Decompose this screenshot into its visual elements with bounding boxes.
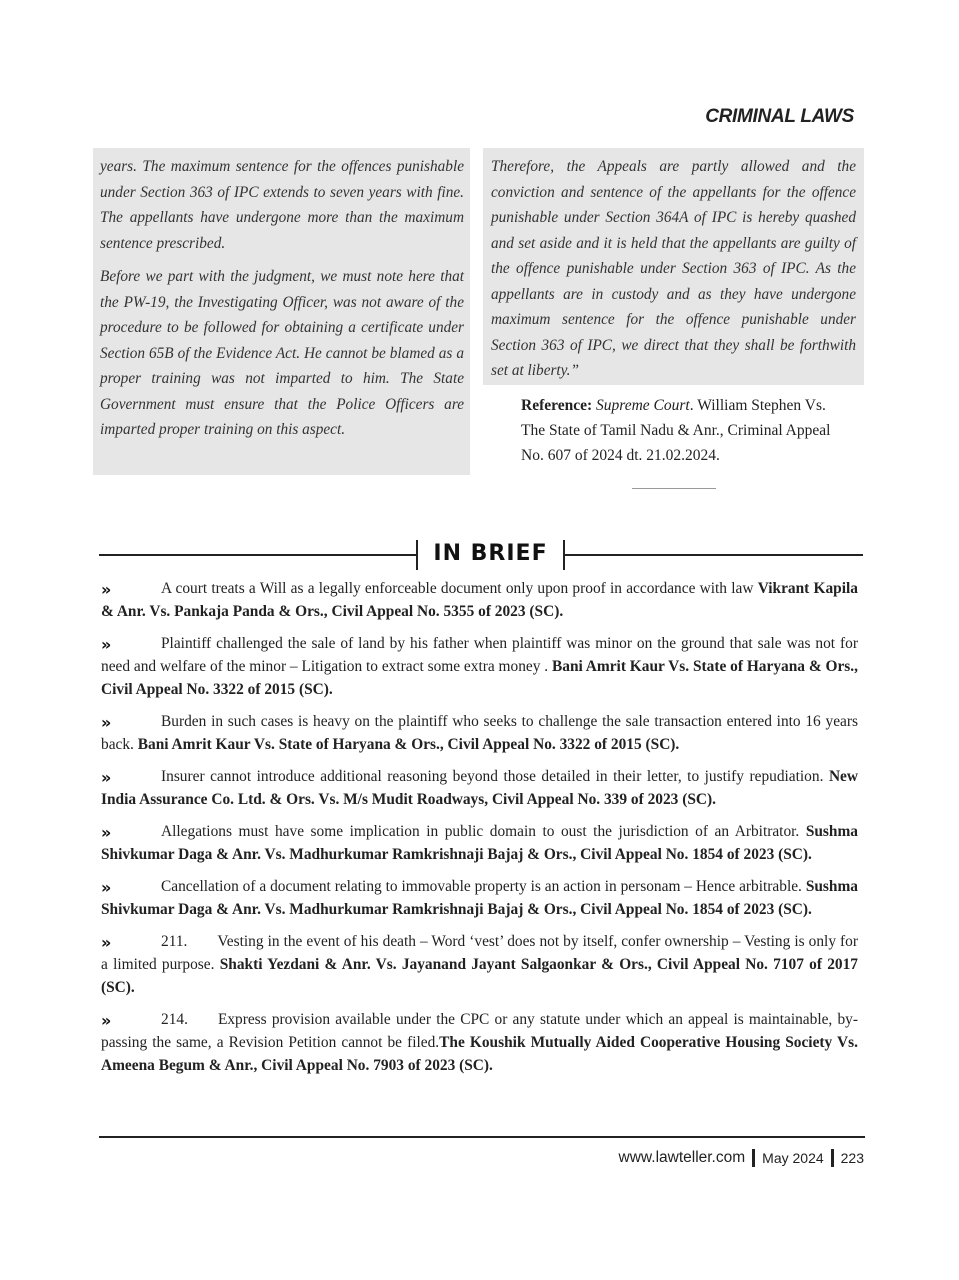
- footer-divider: [752, 1149, 755, 1167]
- item-text: Express provision available under the CPC or any statute under which an appeal is maintainable, by-passing the same, a Revision Petition cannot be filed.: [101, 1011, 858, 1051]
- double-chevron-right-icon: »: [101, 580, 107, 599]
- item-text: Vesting in the event of his death – Word ‘vest’ does not by itself, confer ownership – Vesting is only for a limited purpose.: [101, 933, 858, 973]
- quote-box-right: [483, 148, 864, 385]
- heading-rule-left: [99, 554, 417, 556]
- item-number: 214.: [161, 1011, 188, 1028]
- quote-paragraph: years. The maximum sentence for the offences punishable under Section 363 of IPC extends to seven years with fine. The appellants have undergone more than the maximum sentence prescribed.: [100, 158, 464, 252]
- in-brief-list: [101, 577, 858, 1086]
- item-number: 211.: [161, 933, 188, 950]
- list-item: [101, 875, 858, 921]
- item-citation: Bani Amrit Kaur Vs. State of Haryana & Ors., Civil Appeal No. 3322 of 2015 (SC).: [137, 736, 680, 753]
- short-separator: [632, 488, 716, 489]
- reference-label: Reference:: [521, 397, 593, 414]
- reference-text: . William Stephen Vs. The State of Tamil Nadu & Anr., Criminal Appeal No. 607 of 2024 dt. 21.02.2024.: [521, 397, 831, 464]
- item-citation: Sushma Shivkumar Daga & Anr. Vs. Madhurkumar Ramkrishnaji Bajaj & Ors., Civil Appeal No. 1854 of 2023 (SC).: [101, 878, 858, 918]
- list-item: [101, 632, 858, 701]
- list-item: [101, 820, 858, 866]
- double-chevron-right-icon: »: [101, 823, 107, 842]
- heading-rule-right: [565, 554, 863, 556]
- item-text: Cancellation of a document relating to immovable property is an action in personam – Hence arbitrable.: [161, 878, 806, 895]
- list-item: [101, 577, 858, 623]
- double-chevron-right-icon: »: [101, 933, 107, 952]
- item-text: Insurer cannot introduce additional reasoning beyond those detailed in their letter, to justify repudiation.: [161, 768, 829, 785]
- list-item: [101, 710, 858, 756]
- item-citation: Sushma Shivkumar Daga & Anr. Vs. Madhurkumar Ramkrishnaji Bajaj & Ors., Civil Appeal No. 1854 of 2023 (SC).: [101, 823, 858, 863]
- footer-divider: [831, 1149, 834, 1167]
- item-citation: New India Assurance Co. Ltd. & Ors. Vs. M/s Mudit Roadways, Civil Appeal No. 339 of 2023 (SC).: [101, 768, 858, 808]
- list-item: [101, 1008, 858, 1077]
- footer-website[interactable]: www.lawteller.com: [618, 1149, 746, 1166]
- quote-paragraph: Before we part with the judgment, we must note here that the PW-19, the Investigating Officer, was not aware of the procedure to be followed for obtaining a certificate under Section 65B of the Evidence Act. He cannot be blamed as a proper training was not imparted to him. The State Government must ensure that the Police Officers are imparted proper training on this aspect.: [100, 268, 464, 438]
- in-brief-heading: IN BRIEF: [433, 541, 548, 566]
- footer-month: May 2024: [762, 1150, 824, 1166]
- page-number: 223: [840, 1150, 864, 1166]
- double-chevron-right-icon: »: [101, 1011, 107, 1030]
- quote-box-left: [93, 148, 470, 475]
- double-chevron-right-icon: »: [101, 768, 107, 787]
- double-chevron-right-icon: »: [101, 878, 107, 897]
- item-text: Plaintiff challenged the sale of land by his father when plaintiff was minor on the ground that sale was not for need and welfare of the minor – Litigation to extract some extra money .: [101, 635, 858, 675]
- item-citation: Shakti Yezdani & Anr. Vs. Jayanand Jayant Salgaonkar & Ors., Civil Appeal No. 7107 of 2017 (SC).: [101, 956, 858, 996]
- item-text: Burden in such cases is heavy on the plaintiff who seeks to challenge the sale transaction entered into 16 years back.: [101, 713, 858, 753]
- list-item: [101, 765, 858, 811]
- reference-note: [521, 393, 851, 468]
- item-citation: Vikrant Kapila & Anr. Vs. Pankaja Panda & Ors., Civil Appeal No. 5355 of 2023 (SC).: [101, 580, 858, 620]
- item-citation: The Koushik Mutually Aided Cooperative Housing Society Vs. Ameena Begum & Anr., Civil Appeal No. 7903 of 2023 (SC).: [101, 1034, 858, 1074]
- item-text: A court treats a Will as a legally enforceable document only upon proof in accordance with law: [161, 580, 758, 597]
- item-text: Allegations must have some implication in public domain to oust the jurisdiction of an Arbitrator.: [161, 823, 806, 840]
- list-item: [101, 930, 858, 999]
- quote-paragraph: Therefore, the Appeals are partly allowed and the conviction and sentence of the appellants for the offence punishable under Section 364A of IPC is hereby quashed and set aside and it is held that the appellants are guilty of the offence punishable under Section 363 of IPC. As the appellants are in custody and as they have undergone maximum sentence for the offence punishable under Section 363 of IPC, we direct that they shall be forthwith set at liberty.”: [491, 158, 856, 379]
- double-chevron-right-icon: »: [101, 635, 107, 654]
- double-chevron-right-icon: »: [101, 713, 107, 732]
- page-footer: [619, 1149, 864, 1167]
- item-citation: Bani Amrit Kaur Vs. State of Haryana & Ors., Civil Appeal No. 3322 of 2015 (SC).: [101, 658, 858, 698]
- reference-court: Supreme Court: [596, 397, 690, 414]
- section-title: CRIMINAL LAWS: [705, 106, 854, 127]
- footer-rule: [99, 1136, 865, 1138]
